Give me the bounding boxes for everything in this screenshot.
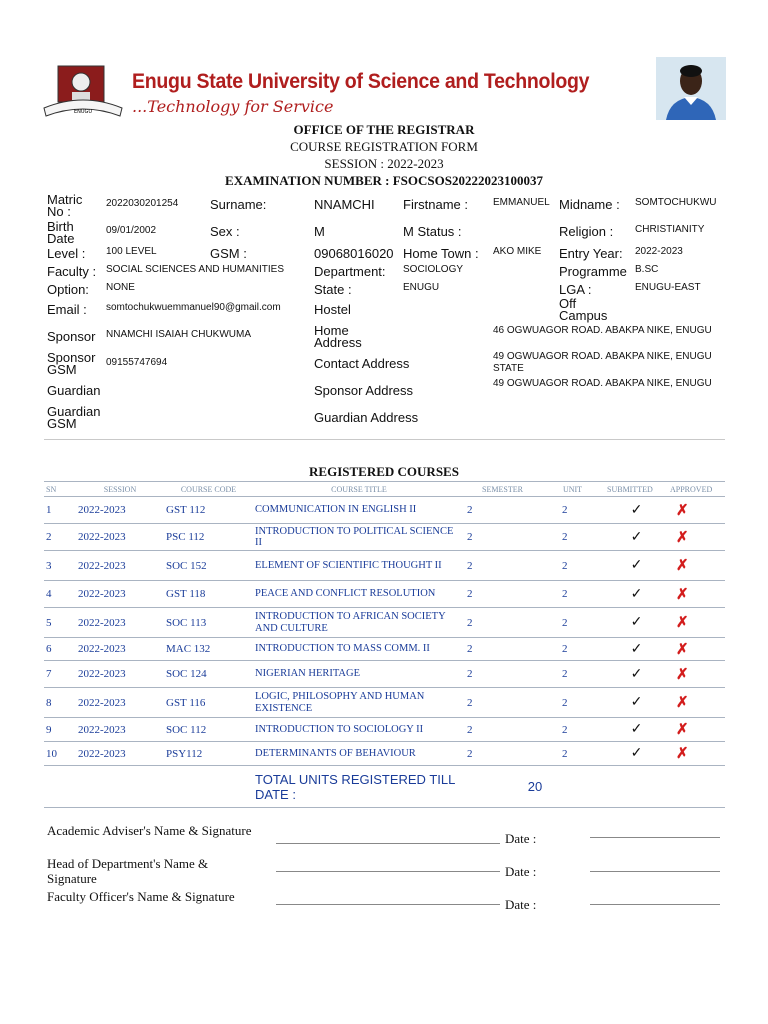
- option-label: Option:: [47, 282, 89, 297]
- birth-date-value: 09/01/2002: [106, 225, 157, 236]
- guardian-address-label: Guardian Address: [314, 410, 419, 425]
- religion-value: CHRISTIANITY: [635, 224, 705, 235]
- checkmark-icon: ✓: [630, 641, 643, 657]
- submitted-cell: [605, 638, 668, 661]
- course-unit: 2: [540, 608, 605, 638]
- checkmark-icon: ✓: [630, 502, 643, 518]
- approved-cell: [668, 551, 725, 581]
- faculty-officer-date-line: [590, 904, 720, 905]
- cross-icon: ✗: [676, 641, 689, 658]
- student-photo: [656, 57, 726, 120]
- column-header-semester: SEMESTER: [465, 482, 540, 497]
- lga-label: LGA :: [559, 282, 592, 297]
- course-sn: 7: [44, 661, 76, 688]
- course-code: GST 112: [164, 497, 253, 524]
- course-sn: 1: [44, 497, 76, 524]
- form-title: COURSE REGISTRATION FORM: [290, 139, 478, 154]
- cross-icon: ✗: [676, 695, 689, 711]
- column-header-course-code: COURSE CODE: [164, 482, 253, 497]
- home-address-value: 46 OGWUAGOR ROAD. ABAKPA NIKE, ENUGU: [493, 325, 712, 336]
- state-value: ENUGU: [403, 282, 440, 293]
- adviser-signature-line: [276, 843, 500, 844]
- course-unit: 2: [540, 551, 605, 581]
- programme-value: B.SC: [635, 264, 659, 275]
- sponsor-address-value: 49 OGWUAGOR ROAD. ABAKPA NIKE, ENUGU: [493, 378, 712, 389]
- course-title: PEACE AND CONFLICT RESOLUTION: [253, 581, 465, 608]
- course-title: INTRODUCTION TO MASS COMM. II: [253, 638, 465, 661]
- hostel-label: Hostel: [314, 302, 351, 317]
- course-sn: 10: [44, 742, 76, 766]
- submitted-cell: [605, 688, 668, 718]
- approved-cell: [668, 742, 725, 766]
- approved-cell: [668, 688, 725, 718]
- course-code: GST 118: [164, 581, 253, 608]
- course-session: 2022-2023: [76, 524, 164, 551]
- adviser-signature-label: Academic Adviser's Name & Signature: [47, 823, 252, 838]
- course-sn: 3: [44, 551, 76, 581]
- column-header-approved: APPROVED: [668, 482, 725, 497]
- course-code: GST 116: [164, 688, 253, 718]
- column-header-course-title: COURSE TITLE: [253, 482, 465, 497]
- course-semester: 2: [465, 688, 540, 718]
- course-title: LOGIC, PHILOSOPHY AND HUMAN EXISTENCE: [253, 688, 465, 718]
- checkmark-icon: ✓: [630, 695, 643, 710]
- table-row: [44, 661, 725, 688]
- sponsor-gsm-label: Sponsor GSM: [47, 350, 96, 377]
- sponsor-gsm-value: 09155747694: [106, 357, 168, 368]
- course-code: SOC 152: [164, 551, 253, 581]
- sponsor-label: Sponsor: [47, 329, 96, 344]
- hod-date-label: Date :: [505, 864, 537, 879]
- level-label: Level :: [47, 246, 86, 261]
- option-value: NONE: [106, 282, 135, 293]
- total-units-row: [44, 766, 725, 808]
- level-value: 100 LEVEL: [106, 246, 157, 257]
- approved-cell: [668, 581, 725, 608]
- sponsor-address-label: Sponsor Address: [314, 383, 414, 398]
- table-row: [44, 497, 725, 524]
- course-semester: 2: [465, 551, 540, 581]
- office-title: OFFICE OF THE REGISTRAR: [293, 122, 475, 137]
- course-session: 2022-2023: [76, 638, 164, 661]
- checkmark-icon: ✓: [630, 746, 643, 761]
- checkmark-icon: ✓: [630, 558, 643, 573]
- surname-value: NNAMCHI: [314, 197, 375, 212]
- course-session: 2022-2023: [76, 497, 164, 524]
- course-semester: 2: [465, 638, 540, 661]
- approved-cell: [668, 638, 725, 661]
- faculty-officer-signature-line: [276, 904, 500, 905]
- course-session: 2022-2023: [76, 688, 164, 718]
- course-unit: 2: [540, 688, 605, 718]
- submitted-cell: [605, 718, 668, 742]
- course-session: 2022-2023: [76, 608, 164, 638]
- course-unit: 2: [540, 718, 605, 742]
- checkmark-icon: ✓: [630, 615, 643, 630]
- cross-icon: ✗: [676, 722, 689, 738]
- adviser-date-line: [590, 837, 720, 838]
- university-name: Enugu State University of Science and Technology: [132, 70, 590, 93]
- faculty-officer-signature-label: Faculty Officer's Name & Signature: [47, 889, 235, 904]
- total-units-label: TOTAL UNITS REGISTERED TILL DATE :: [253, 766, 465, 808]
- hod-signature-line: [276, 871, 500, 872]
- programme-label: Programme: [559, 264, 627, 279]
- submitted-cell: [605, 497, 668, 524]
- table-header-row: [44, 482, 725, 497]
- cross-icon: ✗: [676, 558, 689, 574]
- cross-icon: ✗: [676, 615, 689, 631]
- home-address-label: Home Address: [314, 323, 362, 350]
- course-code: PSY112: [164, 742, 253, 766]
- contact-address-label: Contact Address: [314, 356, 410, 371]
- course-code: SOC 124: [164, 661, 253, 688]
- faculty-label: Faculty :: [47, 264, 97, 279]
- column-header-unit: UNIT: [540, 482, 605, 497]
- column-header-submitted: SUBMITTED: [605, 482, 668, 497]
- gsm-value: 09068016020: [314, 246, 394, 261]
- sponsor-value: NNAMCHI ISAIAH CHUKWUMA: [106, 329, 252, 340]
- cross-icon: ✗: [676, 666, 689, 683]
- hod-signature-label: Head of Department's Name & Signature: [47, 856, 209, 886]
- cross-icon: ✗: [676, 502, 689, 519]
- faculty-officer-date-label: Date :: [505, 897, 537, 912]
- course-session: 2022-2023: [76, 661, 164, 688]
- cross-icon: ✗: [676, 746, 689, 762]
- course-unit: 2: [540, 638, 605, 661]
- department-label: Department:: [314, 264, 386, 279]
- course-unit: 2: [540, 742, 605, 766]
- marital-status-label: M Status :: [403, 224, 462, 239]
- religion-label: Religion :: [559, 224, 614, 239]
- svg-text:ENUGU: ENUGU: [73, 109, 93, 115]
- course-sn: 5: [44, 608, 76, 638]
- submitted-cell: [605, 661, 668, 688]
- table-row: [44, 638, 725, 661]
- course-title: INTRODUCTION TO AFRICAN SOCIETY AND CULTURE: [253, 608, 465, 638]
- course-unit: 2: [540, 497, 605, 524]
- guardian-label: Guardian: [47, 383, 101, 398]
- course-unit: 2: [540, 661, 605, 688]
- lga-value: ENUGU-EAST: [635, 282, 701, 293]
- entry-year-value: 2022-2023: [635, 246, 683, 257]
- table-row: [44, 688, 725, 718]
- column-header-sn: SN: [44, 482, 76, 497]
- course-sn: 8: [44, 688, 76, 718]
- midname-label: Midname :: [559, 197, 620, 212]
- hostel-value: Off Campus: [559, 296, 608, 323]
- course-sn: 2: [44, 524, 76, 551]
- course-semester: 2: [465, 608, 540, 638]
- courses-table: [44, 481, 725, 808]
- approved-cell: [668, 497, 725, 524]
- submitted-cell: [605, 524, 668, 551]
- column-header-session: SESSION: [76, 482, 164, 497]
- home-town-value: AKO MIKE: [493, 246, 542, 257]
- course-semester: 2: [465, 497, 540, 524]
- email-value: somtochukwuemmanuel90@gmail.com: [106, 302, 281, 313]
- checkmark-icon: ✓: [630, 529, 643, 545]
- entry-year-label: Entry Year:: [559, 246, 623, 261]
- course-code: SOC 113: [164, 608, 253, 638]
- table-row: [44, 581, 725, 608]
- faculty-value: SOCIAL SCIENCES AND HUMANITIES: [106, 264, 284, 275]
- submitted-cell: [605, 581, 668, 608]
- total-units-value: 20: [465, 766, 605, 808]
- course-title: INTRODUCTION TO POLITICAL SCIENCE II: [253, 524, 465, 551]
- sex-label: Sex :: [210, 224, 240, 239]
- course-semester: 2: [465, 718, 540, 742]
- course-unit: 2: [540, 581, 605, 608]
- course-session: 2022-2023: [76, 742, 164, 766]
- course-sn: 9: [44, 718, 76, 742]
- course-code: SOC 112: [164, 718, 253, 742]
- table-row: [44, 742, 725, 766]
- table-row: [44, 551, 725, 581]
- cross-icon: ✗: [676, 529, 689, 546]
- course-title: NIGERIAN HERITAGE: [253, 661, 465, 688]
- table-row: [44, 608, 725, 638]
- checkmark-icon: ✓: [630, 666, 643, 682]
- section-divider: [44, 439, 725, 440]
- sex-value: M: [314, 224, 325, 239]
- registered-courses-heading: REGISTERED COURSES: [309, 464, 459, 479]
- course-code: MAC 132: [164, 638, 253, 661]
- university-motto: ...Technology for Service: [132, 97, 334, 116]
- course-semester: 2: [465, 661, 540, 688]
- course-session: 2022-2023: [76, 551, 164, 581]
- course-semester: 2: [465, 581, 540, 608]
- matric-label: Matric No :: [47, 192, 83, 219]
- surname-label: Surname:: [210, 197, 267, 212]
- department-value: SOCIOLOGY: [403, 264, 464, 275]
- guardian-gsm-label: Guardian GSM: [47, 404, 101, 431]
- course-code: PSC 112: [164, 524, 253, 551]
- course-session: 2022-2023: [76, 581, 164, 608]
- approved-cell: [668, 718, 725, 742]
- birth-date-label: Birth Date: [47, 219, 75, 246]
- submitted-cell: [605, 551, 668, 581]
- matric-value: 2022030201254: [106, 198, 179, 209]
- approved-cell: [668, 608, 725, 638]
- checkmark-icon: ✓: [630, 722, 643, 737]
- checkmark-icon: ✓: [630, 586, 643, 602]
- course-unit: 2: [540, 524, 605, 551]
- gsm-label: GSM :: [210, 246, 247, 261]
- examination-number: EXAMINATION NUMBER : FSOCSOS20222023100037: [225, 173, 543, 188]
- adviser-date-label: Date :: [505, 831, 537, 846]
- submitted-cell: [605, 742, 668, 766]
- state-label: State :: [314, 282, 352, 297]
- course-sn: 4: [44, 581, 76, 608]
- home-town-label: Home Town :: [403, 246, 479, 261]
- course-title: ELEMENT OF SCIENTIFIC THOUGHT II: [253, 551, 465, 581]
- course-session: 2022-2023: [76, 718, 164, 742]
- firstname-label: Firstname :: [403, 197, 469, 212]
- firstname-value: EMMANUEL: [493, 197, 550, 208]
- course-title: COMMUNICATION IN ENGLISH II: [253, 497, 465, 524]
- contact-address-value: 49 OGWUAGOR ROAD. ABAKPA NIKE, ENUGU STATE: [493, 351, 712, 374]
- midname-value: SOMTOCHUKWU: [635, 197, 717, 208]
- course-title: DETERMINANTS OF BEHAVIOUR: [253, 742, 465, 766]
- university-logo: [42, 62, 124, 120]
- table-row: [44, 718, 725, 742]
- cross-icon: ✗: [676, 586, 689, 603]
- session-line: SESSION : 2022-2023: [324, 156, 444, 171]
- course-sn: 6: [44, 638, 76, 661]
- approved-cell: [668, 661, 725, 688]
- hod-date-line: [590, 871, 720, 872]
- email-label: Email :: [47, 302, 87, 317]
- course-title: INTRODUCTION TO SOCIOLOGY II: [253, 718, 465, 742]
- course-semester: 2: [465, 742, 540, 766]
- submitted-cell: [605, 608, 668, 638]
- approved-cell: [668, 524, 725, 551]
- course-semester: 2: [465, 524, 540, 551]
- table-row: [44, 524, 725, 551]
